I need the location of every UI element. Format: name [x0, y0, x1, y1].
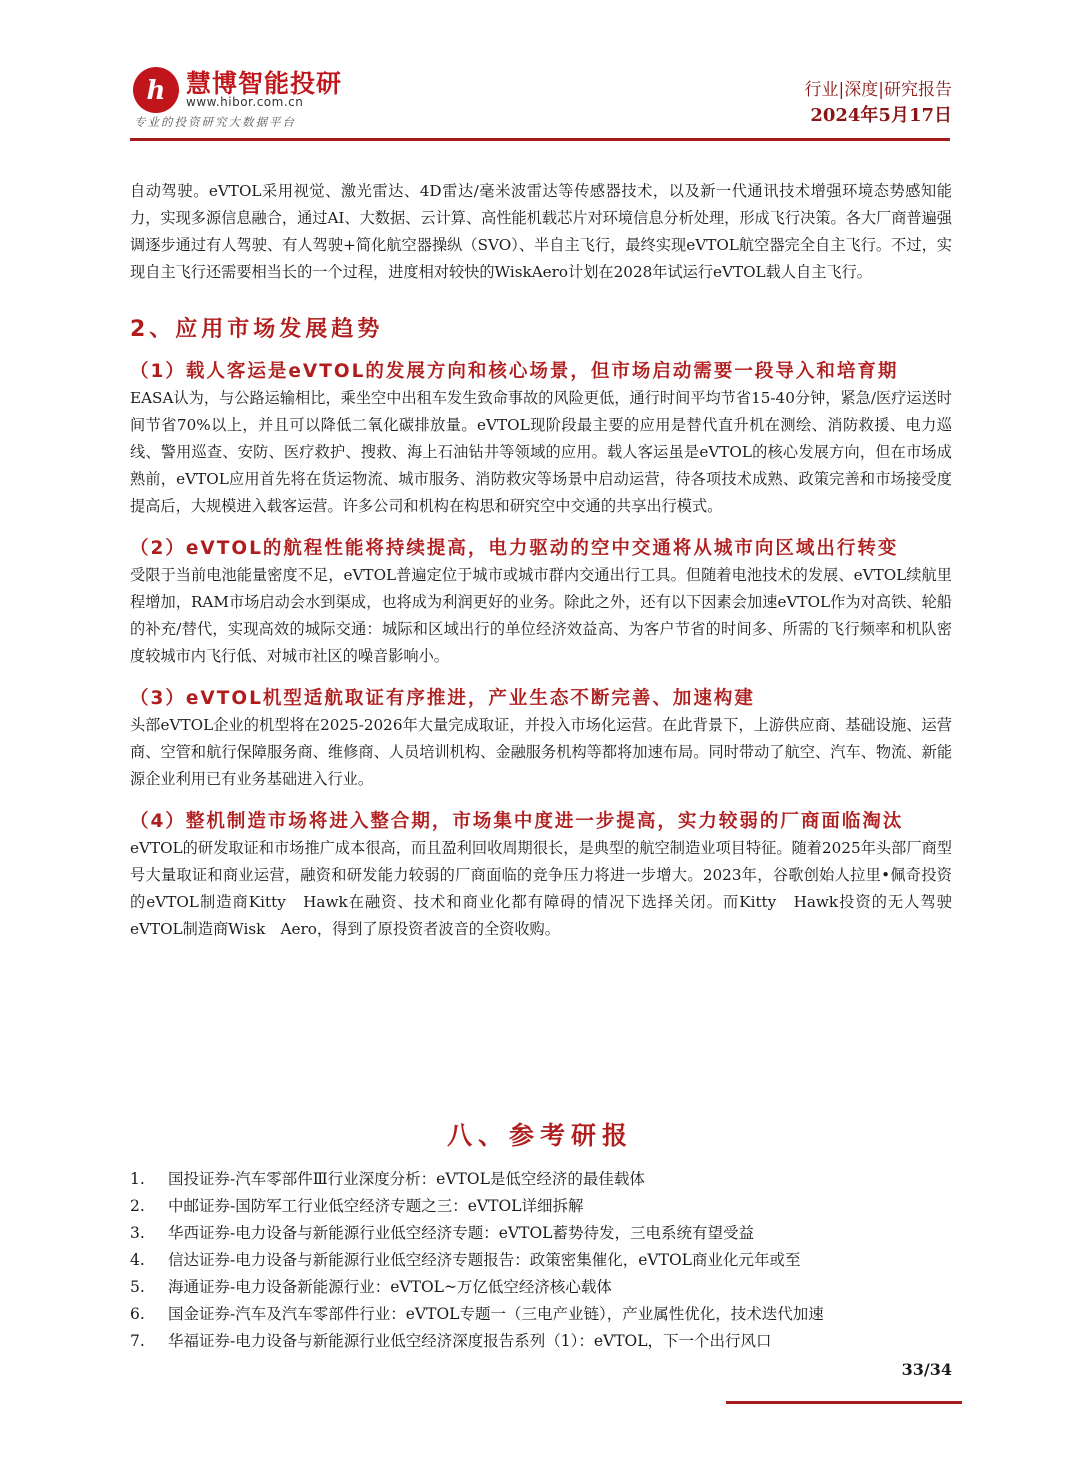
reference-number: 6.	[130, 1305, 145, 1323]
reference-number: 2.	[130, 1197, 145, 1215]
subsection-text-2: 受限于当前电池能量密度不足，eVTOL普遍定位于城市或城市群内交通出行工具。但随着电池技术的发展、eVTOL续航里程增加，RAM市场启动会水到渠成，也将成为利润更好的业务。除此之外，还有以下因素会加速eVTOL作为对高铁、轮船的补充/替代，实现高效的城际交通：城际和区域出行的单位经济效益高、为客户节省的时间多、所需的飞行频率和机队密度较城市内飞行低、对城市社区的噪音影响小。	[130, 566, 952, 665]
reference-number: 7.	[130, 1332, 145, 1350]
subsection-heading-3: （3）eVTOL机型适航取证有序推进，产业生态不断完善、加速构建	[130, 688, 755, 709]
reference-item	[130, 1274, 952, 1301]
section-heading: 2、应用市场发展趋势	[130, 317, 384, 342]
reference-text: 海通证券-电力设备新能源行业：eVTOL~万亿低空经济核心载体	[168, 1278, 612, 1296]
subsection-text-3: 头部eVTOL企业的机型将在2025-2026年大量完成取证，并投入市场化运营。在此背景下，上游供应商、基础设施、运营商、空管和航行保障服务商、维修商、人员培训机构、金融服务机构等都将加速布局。同时带动了航空、汽车、物流、新能源企业利用已有业务基础进入行业。	[130, 716, 952, 788]
reference-text: 华福证券-电力设备与新能源行业低空经济深度报告系列（1）：eVTOL，下一个出行风口	[168, 1332, 772, 1350]
reference-number: 5.	[130, 1278, 145, 1296]
footer-divider	[726, 1401, 962, 1404]
reference-item	[130, 1193, 952, 1220]
reference-item	[130, 1328, 952, 1355]
hibor-logo	[132, 62, 372, 132]
subsection-heading-1: （1）载人客运是eVTOL的发展方向和核心场景，但市场启动需要一段导入和培育期	[130, 361, 899, 382]
subsection-text-1: EASA认为，与公路运输相比，乘坐空中出租车发生致命事故的风险更低，通行时间平均节省15-40分钟，紧急/医疗运送时间节省70%以上，并且可以降低二氧化碳排放量。eVTOL现阶段最主要的应用是替代直升机在测绘、消防救援、电力巡线、警用巡查、安防、医疗救护、搜救、海上石油钻井等领域的应用。载人客运虽是eVTOL的核心发展方向，但在市场成熟前，eVTOL应用首先将在货运物流、城市服务、消防救灾等场景中启动运营，待各项技术成熟、政策完善和市场接受度提高后，大规模进入载客运营。许多公司和机构在构思和研究空中交通的共享出行模式。	[130, 389, 952, 515]
main-content	[130, 178, 952, 943]
reference-item	[130, 1166, 952, 1193]
reference-item	[130, 1301, 952, 1328]
reference-text: 信达证券-电力设备与新能源行业低空经济专题报告：政策密集催化，eVTOL商业化元年或至	[168, 1251, 801, 1269]
reference-text: 中邮证券-国防军工行业低空经济专题之三：eVTOL详细拆解	[168, 1197, 584, 1215]
report-date: 2024年5月17日	[810, 105, 952, 126]
header-divider	[130, 138, 950, 141]
reference-text: 国投证券-汽车零部件Ⅲ行业深度分析：eVTOL是低空经济的最佳载体	[168, 1170, 645, 1188]
page-number: 33/34	[901, 1360, 952, 1379]
logo-tagline: 专业的投资研究大数据平台	[134, 115, 296, 129]
report-type: 行业|深度|研究报告	[804, 80, 952, 100]
references-list	[130, 1166, 952, 1355]
subsection-heading-4: （4）整机制造市场将进入整合期，市场集中度进一步提高，实力较弱的厂商面临淘汰	[130, 811, 904, 832]
reference-text: 国金证券-汽车及汽车零部件行业：eVTOL专题一（三电产业链），产业属性优化，技术迭代加速	[168, 1305, 824, 1323]
references-heading: 八、参考研报	[446, 1121, 633, 1150]
subsection-heading-2: （2）eVTOL的航程性能将持续提高，电力驱动的空中交通将从城市向区域出行转变	[130, 538, 899, 559]
intro-paragraph: 自动驾驶。eVTOL采用视觉、激光雷达、4D雷达/毫米波雷达等传感器技术，以及新一代通讯技术增强环境态势感知能力，实现多源信息融合，通过AI、大数据、云计算、高性能机载芯片对环境信息分析处理，形成飞行决策。各大厂商普遍强调逐步通过有人驾驶、有人驾驶+简化航空器操纵（SVO）、半自主飞行，最终实现eVTOL航空器完全自主飞行。不过，实现自主飞行还需要相当长的一个过程，进度相对较快的WiskAero计划在2028年试运行eVTOL载人自主飞行。	[130, 182, 952, 281]
reference-number: 1.	[130, 1170, 145, 1188]
logo-name: 慧博智能投研	[186, 69, 343, 98]
subsection-text-4: eVTOL的研发取证和市场推广成本很高，而且盈利回收周期很长，是典型的航空制造业项目特征。随着2025年头部厂商型号大量取证和商业运营，融资和研发能力较弱的厂商面临的竞争压力将进一步增大。2023年，谷歌创始人拉里•佩奇投资的eVTOL制造商Kitty Hawk在融资、技术和商业化都有障碍的情况下选择关闭。而Kitty Hawk投资的无人驾驶eVTOL制造商Wisk Aero，得到了原投资者波音的全资收购。	[130, 839, 952, 938]
reference-number: 3.	[130, 1224, 145, 1242]
logo-url: www.hibor.com.cn	[186, 95, 304, 109]
reference-number: 4.	[130, 1251, 145, 1269]
report-meta	[805, 78, 952, 130]
reference-text: 华西证券-电力设备与新能源行业低空经济专题：eVTOL蓄势待发，三电系统有望受益	[168, 1224, 754, 1242]
logo-mark-letter: h	[146, 76, 166, 106]
reference-item	[130, 1247, 952, 1274]
hibor-logo-icon	[132, 66, 180, 114]
reference-item	[130, 1220, 952, 1247]
